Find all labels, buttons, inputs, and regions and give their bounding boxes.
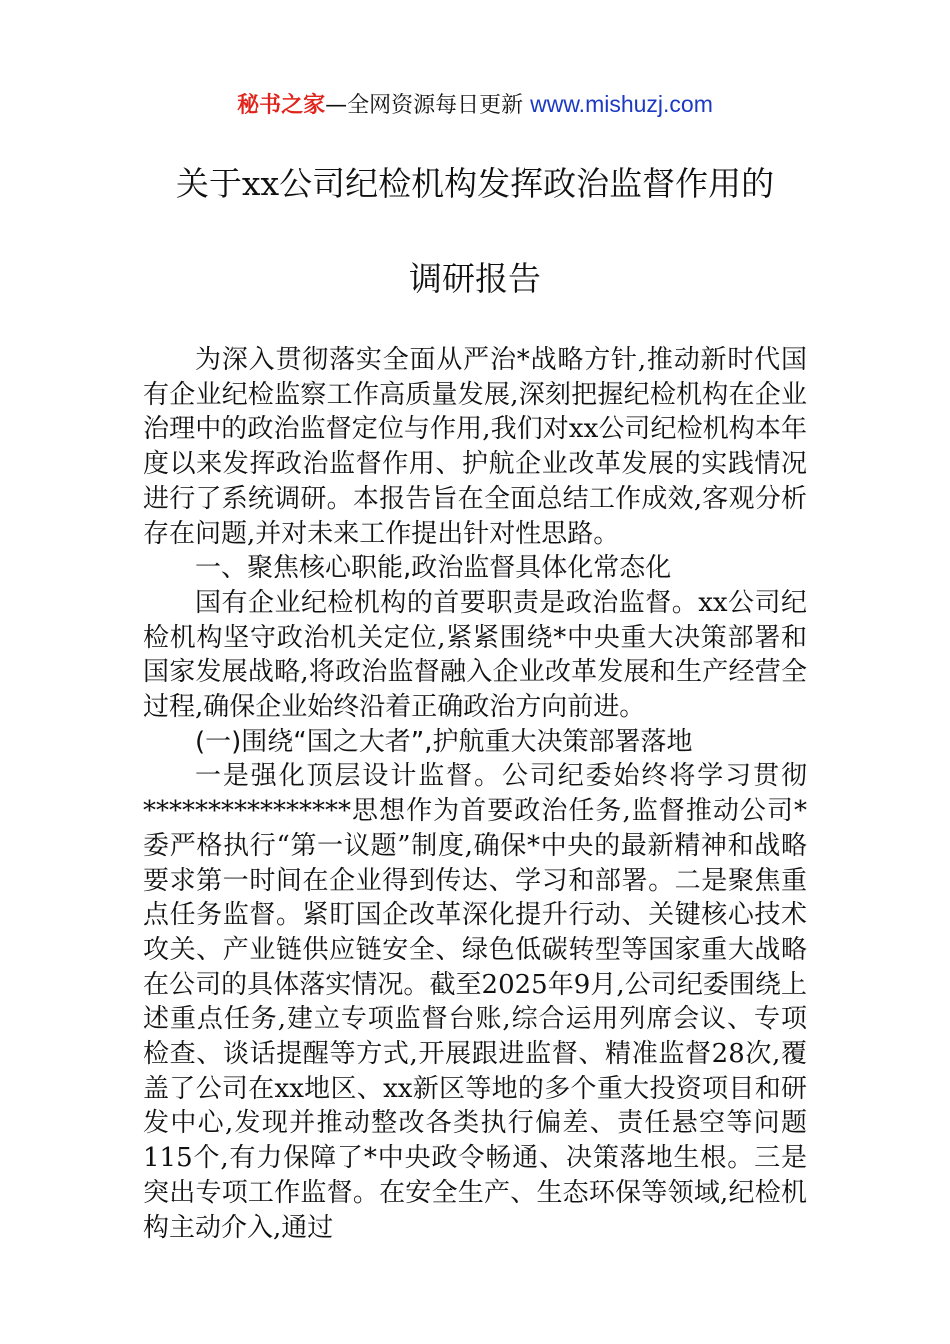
subsection-heading-1: (一)围绕“国之大者”,护航重大决策部署落地 (195, 726, 693, 757)
site-header (0, 86, 950, 124)
site-url-link[interactable]: www.mishuzj.com (530, 91, 713, 117)
intro-paragraph: 为深入贯彻落实全面从严治*战略方针,推动新时代国有企业纪检监察工作高质量发展,深刻把握纪检机构在企业治理中的政治监督定位与作用,我们对xx公司纪检机构本年度以来发挥政治监督作用、护航企业改革发展的实践情况进行了系统调研。本报告旨在全面总结工作成效,客观分析存在问题,并对未来工作提出针对性思路。 (143, 345, 807, 549)
title-prefix: 关于 (175, 164, 242, 203)
section-heading-1: 一、聚焦核心职能,政治监督具体化常态化 (195, 553, 672, 584)
title-company-placeholder: xx (241, 164, 280, 203)
document-title-line-1 (100, 162, 850, 206)
subsection-1-paragraph: 一是强化顶层设计监督。公司纪委始终将学习贯彻****************思想作为首要政治任务,监督推动公司*委严格执行“第一议题”制度,确保*中央的最新精神和战略要求第一时间在企业得到传达、学习和部署。二是聚焦重点任务监督。紧盯国企改革深化提升行动、关键核心技术攻关、产业链供应链安全、绿色低碳转型等国家重大战略在公司的具体落实情况。截至2025年9月,公司纪委围绕上述重点任务,建立专项监督台账,综合运用列席会议、专项检查、谈话提醒等方式,开展跟进监督、精准监督28次,覆盖了公司在xx地区、xx新区等地的多个重大投资项目和研发中心,发现并推动整改各类执行偏差、责任悬空等问题115个,有力保障了*中央政令畅通、决策落地生根。三是突出专项工作监督。在安全生产、生态环保等领域,纪检机构主动介入,通过 (143, 761, 807, 1243)
site-brand: 秘书之家 (237, 93, 326, 118)
title-main: 公司纪检机构发挥政治监督作用的 (279, 164, 775, 203)
document-title-line-2: 调研报告 (409, 259, 541, 298)
section-1-paragraph: 国有企业纪检机构的首要职责是政治监督。xx公司纪检机构坚守政治机关定位,紧紧围绕*中央重大决策部署和国家发展战略,将政治监督融入企业改革发展和生产经营全过程,确保企业始终沿着正确政治方向前进。 (143, 587, 807, 723)
document-body (143, 343, 807, 1245)
site-tagline: —全网资源每日更新 (325, 93, 531, 118)
